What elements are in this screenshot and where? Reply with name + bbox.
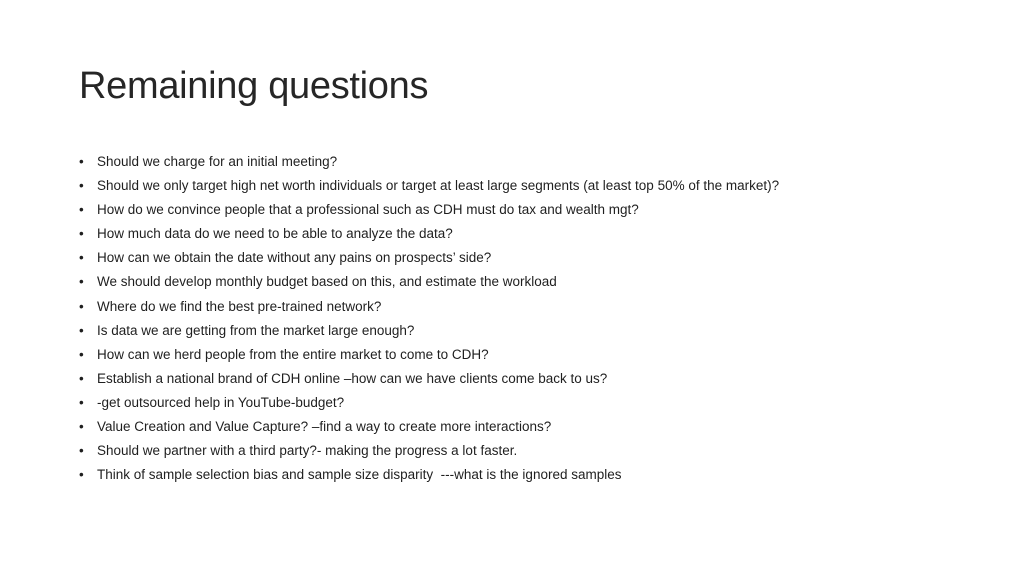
bullet-dot-icon: •	[79, 443, 84, 459]
bullet-item	[79, 198, 979, 222]
bullet-text: We should develop monthly budget based on this, and estimate the workload	[97, 274, 557, 290]
bullet-text: Should we only target high net worth individuals or target at least large segments (at least top 50% of the market)?	[97, 178, 780, 194]
bullet-text: Should we partner with a third party?- making the progress a lot faster.	[97, 443, 518, 459]
bullet-text: Think of sample selection bias and sample size disparity ---what is the ignored samples	[97, 467, 622, 483]
bullet-dot-icon: •	[79, 394, 84, 410]
slide-title: Remaining questions	[79, 65, 429, 107]
bullet-text: Is data we are getting from the market large enough?	[97, 322, 415, 338]
bullet-dot-icon: •	[79, 202, 84, 218]
bullet-item	[79, 439, 979, 463]
bullet-list	[79, 150, 979, 487]
bullet-item	[79, 463, 979, 487]
bullet-text: How do we convince people that a professional such as CDH must do tax and wealth mgt?	[97, 202, 639, 218]
bullet-text: How much data do we need to be able to analyze the data?	[97, 226, 453, 242]
bullet-dot-icon: •	[79, 322, 84, 338]
bullet-item	[79, 415, 979, 439]
bullet-text: How can we herd people from the entire market to come to CDH?	[97, 346, 489, 362]
bullet-item	[79, 367, 979, 391]
bullet-item	[79, 246, 979, 270]
bullet-dot-icon: •	[79, 370, 84, 386]
bullet-dot-icon: •	[79, 467, 84, 483]
bullet-dot-icon: •	[79, 154, 84, 169]
bullet-text: How can we obtain the date without any pains on prospects’ side?	[97, 250, 492, 266]
bullet-text: Where do we find the best pre-trained network?	[97, 298, 382, 314]
bullet-text: Establish a national brand of CDH online –how can we have clients come back to us?	[97, 370, 608, 386]
bullet-item	[79, 391, 979, 415]
bullet-item	[79, 319, 979, 343]
bullet-text: Value Creation and Value Capture? –find a way to create more interactions?	[97, 419, 552, 435]
bullet-item	[79, 343, 979, 367]
bullet-item	[79, 222, 979, 246]
bullet-text: -get outsourced help in YouTube-budget?	[97, 394, 345, 410]
bullet-dot-icon: •	[79, 346, 84, 362]
bullet-dot-icon: •	[79, 250, 84, 266]
bullet-dot-icon: •	[79, 226, 84, 242]
bullet-item	[79, 295, 979, 319]
bullet-dot-icon: •	[79, 298, 84, 314]
bullet-dot-icon: •	[79, 178, 84, 194]
bullet-item	[79, 150, 979, 174]
bullet-item	[79, 174, 979, 198]
bullet-text: Should we charge for an initial meeting?	[97, 154, 338, 169]
bullet-dot-icon: •	[79, 274, 84, 290]
bullet-dot-icon: •	[79, 419, 84, 435]
bullet-item	[79, 270, 979, 294]
